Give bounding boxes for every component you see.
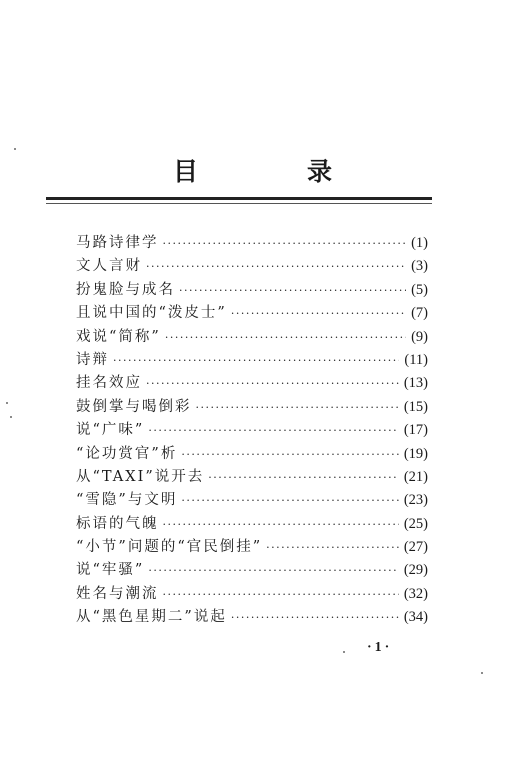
page-number: ·1· — [367, 640, 393, 655]
toc-entry-page: (9) — [411, 328, 428, 345]
title-rule-thick — [46, 197, 432, 200]
toc-entry[interactable] — [76, 535, 428, 558]
toc-entry-title: “论功赏官”析 — [76, 445, 178, 462]
toc-leader-dots — [163, 518, 399, 531]
toc-entry[interactable] — [76, 395, 428, 418]
toc-leader-dots — [181, 448, 399, 461]
toc-entry[interactable] — [76, 605, 428, 628]
toc-entry-title: 马路诗律学 — [76, 235, 159, 251]
toc-entry-page: (25) — [403, 515, 428, 532]
toc-entry-page: (19) — [403, 445, 428, 462]
toc-leader-dots — [266, 541, 399, 554]
toc-leader-dots — [146, 377, 399, 390]
scan-speck — [6, 402, 8, 404]
scan-speck — [10, 416, 12, 418]
toc-entry-title: 说“广味” — [76, 422, 145, 439]
toc-entry[interactable] — [76, 488, 428, 511]
toc-entry-page: (27) — [403, 539, 428, 556]
toc-leader-dots — [113, 354, 399, 367]
toc-leader-dots — [196, 401, 399, 414]
toc-leader-dots — [181, 494, 399, 507]
toc-entry-page: (17) — [403, 422, 428, 439]
toc-entry[interactable] — [76, 371, 428, 394]
toc-entry[interactable] — [76, 254, 428, 277]
toc-entry-page: (7) — [411, 305, 428, 322]
toc-entry-title: 从“TAXI”说开去 — [76, 468, 205, 485]
toc-leader-dots — [165, 331, 406, 344]
toc-entry-page: (15) — [403, 398, 428, 415]
toc-entry-title: 诗辩 — [76, 351, 109, 368]
toc-leader-dots — [231, 307, 406, 320]
toc-entry-page: (11) — [404, 351, 428, 368]
toc-entry-title: 说“牢骚” — [76, 562, 145, 579]
toc-entry-page: (21) — [403, 468, 428, 485]
toc-entry-title: 鼓倒掌与喝倒彩 — [76, 398, 192, 415]
toc-leader-dots — [148, 424, 399, 437]
toc-entry[interactable] — [76, 512, 428, 535]
toc-entry-page: (34) — [403, 609, 428, 626]
scan-speck — [481, 672, 483, 674]
toc-entry-page: (23) — [403, 492, 428, 509]
toc-entry[interactable] — [76, 465, 428, 488]
toc-entry-title: 且说中国的“泼皮士” — [76, 305, 227, 322]
toc-entry-page: (13) — [403, 375, 428, 392]
table-of-contents — [76, 231, 428, 629]
toc-leader-dots — [163, 588, 399, 601]
toc-entry-page: (32) — [403, 585, 428, 602]
toc-entry[interactable] — [76, 301, 428, 324]
toc-entry-page: (3) — [411, 258, 428, 275]
toc-entry-title: 扮鬼脸与成名 — [76, 281, 175, 298]
toc-entry-page: (1) — [411, 235, 428, 251]
toc-entry[interactable] — [76, 418, 428, 441]
toc-entry-title: 戏说“简称” — [76, 328, 161, 345]
toc-entry-title: 文人言财 — [76, 258, 142, 275]
toc-leader-dots — [146, 260, 406, 273]
toc-entry-title: 姓名与潮流 — [76, 585, 159, 602]
toc-entry[interactable] — [76, 348, 428, 371]
toc-leader-dots — [179, 284, 406, 297]
toc-entry[interactable] — [76, 558, 428, 581]
toc-entry-page: (5) — [411, 281, 428, 298]
toc-entry-title: 挂名效应 — [76, 375, 142, 392]
toc-entry-page: (29) — [403, 562, 428, 579]
toc-entry-title: 标语的气魄 — [76, 515, 159, 532]
toc-entry[interactable] — [76, 278, 428, 301]
toc-leader-dots — [163, 237, 407, 250]
toc-entry[interactable] — [76, 325, 428, 348]
toc-entry[interactable] — [76, 582, 428, 605]
toc-leader-dots — [148, 564, 399, 577]
scan-speck — [14, 148, 16, 150]
toc-leader-dots — [208, 471, 399, 484]
scan-speck — [343, 651, 345, 653]
toc-entry-title: “小节”问题的“官民倒挂” — [76, 539, 263, 556]
title-rule-thin — [46, 203, 432, 204]
toc-entry-title: 从“黑色星期二”说起 — [76, 609, 227, 626]
toc-entry[interactable] — [76, 442, 428, 465]
toc-entry[interactable] — [76, 231, 428, 254]
page-title: 目 录 — [172, 157, 374, 186]
toc-entry-title: “雪隐”与文明 — [76, 492, 178, 509]
toc-leader-dots — [231, 611, 399, 624]
